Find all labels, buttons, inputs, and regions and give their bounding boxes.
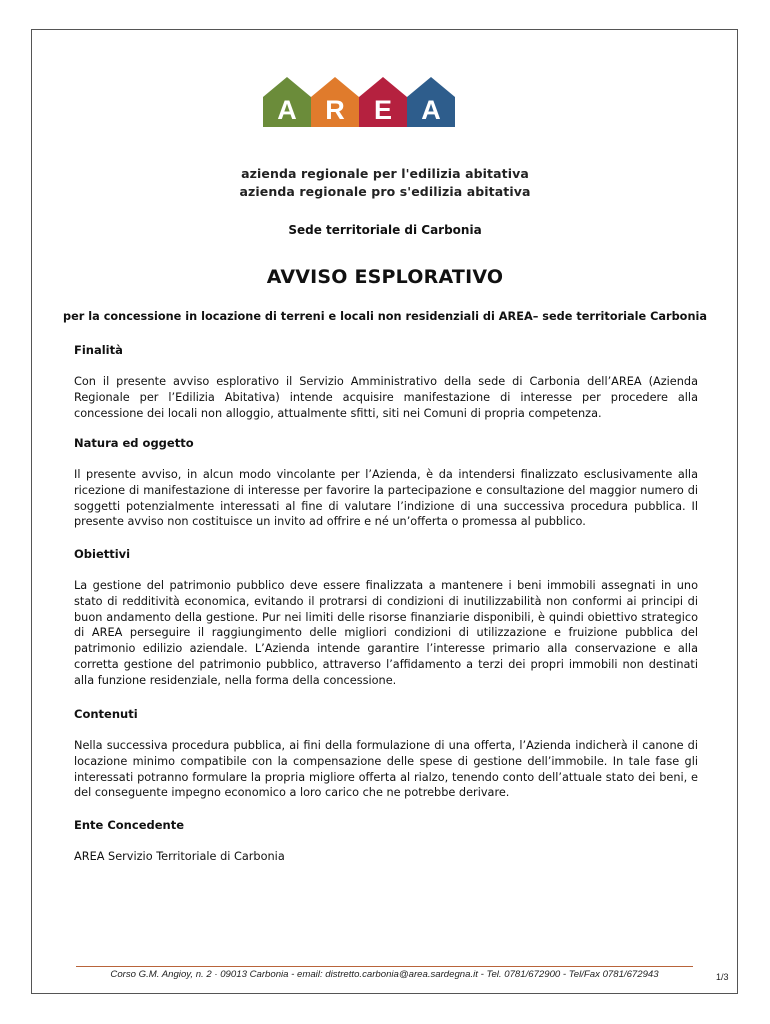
footer-contact: Corso G.M. Angioy, n. 2 · 09013 Carbonia - email: distretto.carbonia@area.sardegna.it - Tel. 0781/672900 - Tel/Fax 0781/672943 (110, 969, 659, 980)
sede-label: Sede territoriale di Carbonia (288, 223, 482, 237)
logo-letter-2: R (325, 95, 345, 125)
section-heading-obiettivi: Obiettivi (74, 547, 131, 561)
section-text-contenuti: Nella successiva procedura pubblica, ai fini della formulazione di una offerta, l’Azienda indicherà il canone di locazione minimo compatibile con la compensazione delle spese di gestione dell’immobile. In tale fase gli interessati potranno formulare la propria migliore offerta al rialzo, tenendo conto dell’attuale stato dei beni, e del conseguente impegno economico a loro carico che ne potrebbe derivare. (74, 739, 698, 800)
document-subtitle: per la concessione in locazione di terreni e locali non residenziali di AREA– sede territoriale Carbonia (63, 310, 707, 323)
section-heading-finalita: Finalità (74, 343, 123, 357)
logo-tagline-sardinian: azienda regionale pro s'edilizia abitativa (239, 184, 531, 199)
section-text-natura: Il presente avviso, in alcun modo vincolante per l’Azienda, è da intendersi finalizzato esclusivamente alla ricezione di manifestazione di interesse per favorire la partecipazione e consultazione del maggior numero di soggetti potenzialmente interessati al fine di valutare l’indizione di una successiva procedura pubblica. Il presente avviso non costituisce un invito ad offrire e né un’offerta o promessa al pubblico. (74, 468, 698, 529)
page-number: 1/3 (716, 972, 729, 982)
footer-divider (76, 966, 693, 967)
section-heading-ente: Ente Concedente (74, 818, 185, 832)
section-heading-natura: Natura ed oggetto (74, 436, 194, 450)
section-text-obiettivi: La gestione del patrimonio pubblico deve essere finalizzata a mantenere i beni immobili assegnati in uno stato di redditività economica, evitando il protrarsi di condizioni di inutilizzabilità non conformi ai principi di buon andamento della gestione. Pur nei limiti delle risorse finanziarie disponibili, è quindi obiettivo strategico di AREA perseguire il raggiungimento delle migliori condizioni di utilizzazione e fruizione pubblica del patrimonio edilizio aziendale. L’Azienda intende garantire l’interesse primario alla conservazione e alla corretta gestione del patrimonio pubblico, attraverso l’affidamento a terzi dei propri immobili non destinati alla funzione residenziale, nella forma della concessione. (74, 579, 698, 687)
document-title: AVVISO ESPLORATIVO (266, 266, 504, 288)
logo-house-4 (407, 77, 455, 127)
section-heading-contenuti: Contenuti (74, 707, 138, 721)
logo-house-1 (263, 77, 311, 127)
logo-house-3 (359, 77, 407, 127)
logo-house-2 (311, 77, 359, 127)
section-text-finalita: Con il presente avviso esplorativo il Servizio Amministrativo della sede di Carbonia dell’AREA (Azienda Regionale per l’Edilizia Abitativa) intende acquisire manifestazione di interesse per procedere alla concessione dei locali non alloggio, attualmente sfitti, siti nei Comuni di propria competenza. (74, 375, 698, 420)
logo-tagline-italian: azienda regionale per l'edilizia abitativa (241, 166, 529, 181)
logo-letter-4: A (421, 95, 441, 125)
area-logo (262, 75, 458, 127)
logo-letter-3: E (373, 95, 393, 125)
section-text-ente: AREA Servizio Territoriale di Carbonia (74, 850, 285, 863)
logo-letter-1: A (277, 95, 297, 125)
